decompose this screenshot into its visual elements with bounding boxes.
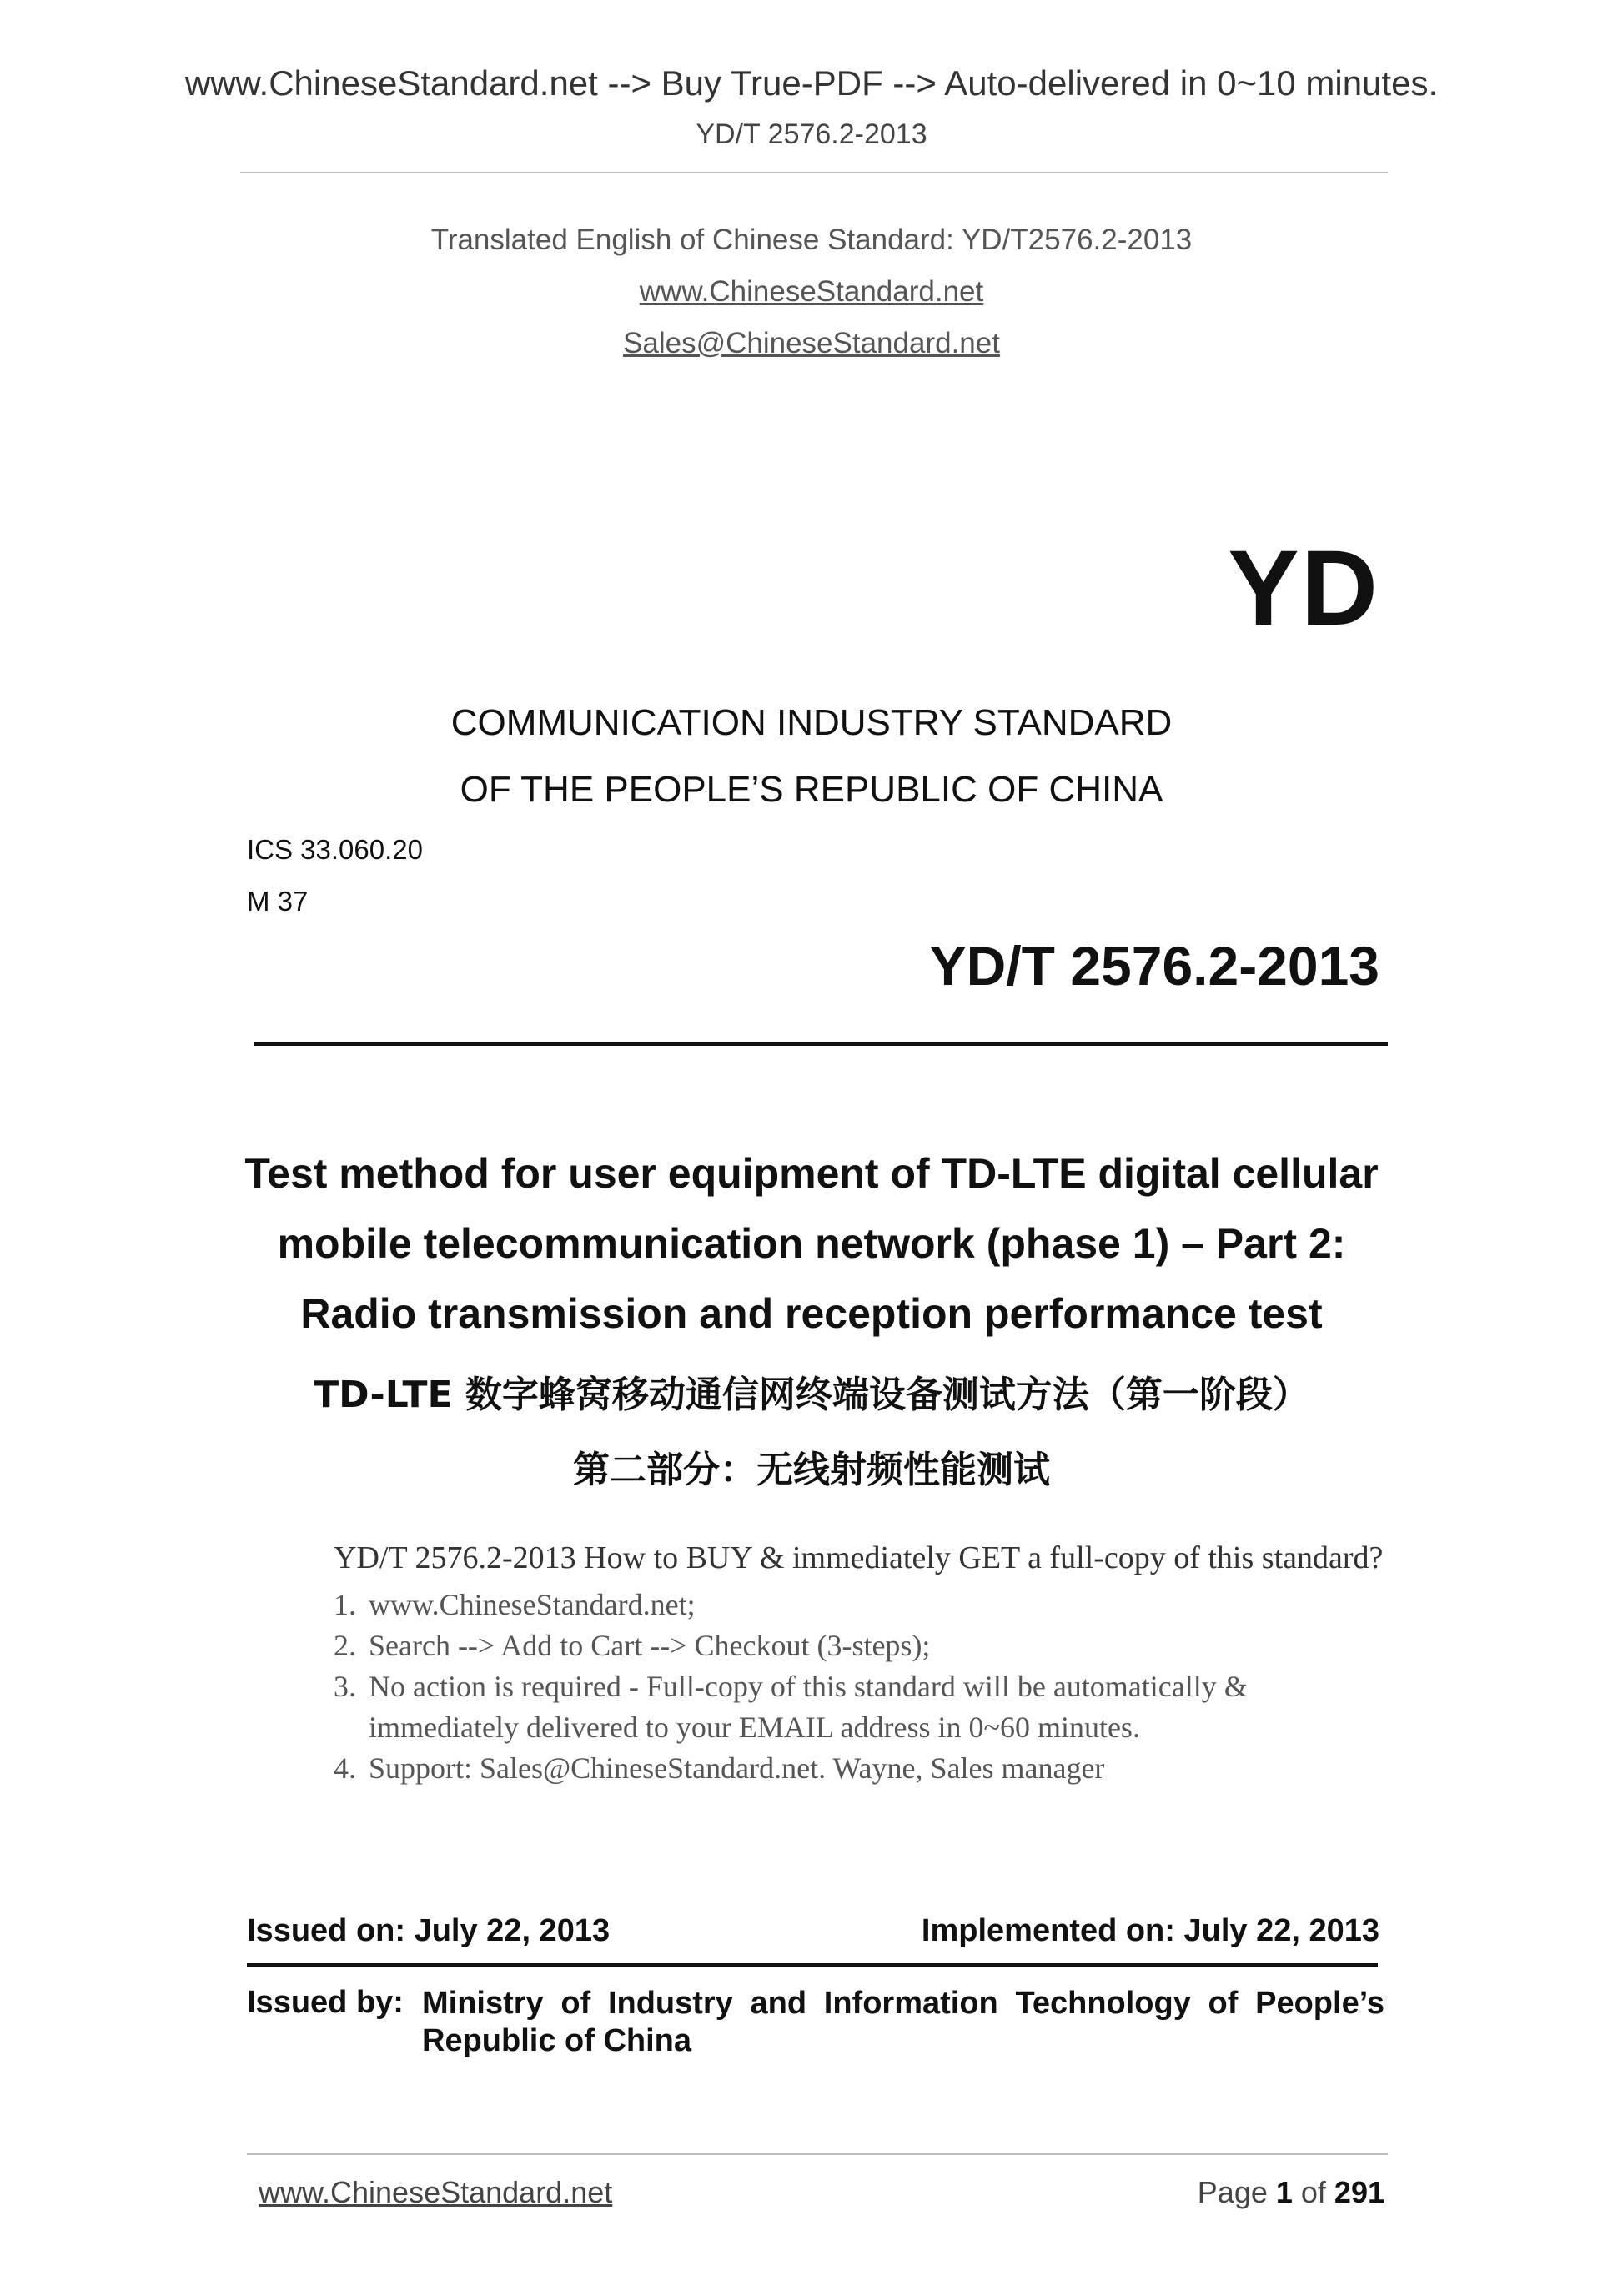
step-text: www.ChineseStandard.net;: [369, 1588, 696, 1621]
footer-site-link[interactable]: www.ChineseStandard.net: [259, 2175, 613, 2209]
issued-on-date: Issued on: July 22, 2013: [247, 1913, 611, 1948]
page-prefix: Page: [1197, 2175, 1276, 2209]
standard-type-line1: COMMUNICATION INDUSTRY STANDARD: [450, 702, 1173, 743]
step-number: 4.: [334, 1751, 356, 1785]
site-link[interactable]: www.ChineseStandard.net: [639, 275, 984, 308]
english-title-line1: Test method for user equipment of TD-LTE digital cellular: [244, 1150, 1379, 1197]
step-text: Search --> Add to Cart --> Checkout (3-steps);: [369, 1629, 931, 1662]
site-link-wrapper: [0, 275, 1623, 309]
step-text: Support: Sales@ChineseStandard.net. Wayne, Sales manager: [369, 1751, 1105, 1785]
list-item: [334, 1748, 1384, 1789]
english-title-line3: Radio transmission and reception performance test: [300, 1290, 1323, 1337]
list-item: [334, 1585, 1384, 1625]
list-item: [334, 1625, 1384, 1666]
step-text: No action is required - Full-copy of this standard will be automatically & immediately delivered to your EMAIL address in 0~60 minutes.: [369, 1670, 1248, 1744]
classification-code: M 37: [247, 886, 309, 917]
email-link[interactable]: Sales@ChineseStandard.net: [623, 327, 1000, 359]
header-standard-code: YD/T 2576.2-2013: [696, 118, 927, 150]
chinese-title-line2: 第二部分：无线射频性能测试: [573, 1449, 1050, 1491]
page-total: 291: [1334, 2175, 1384, 2209]
top-banner: www.ChineseStandard.net --> Buy True-PDF --> Auto-delivered in 0~10 minutes.: [184, 63, 1439, 103]
buy-steps-list: [334, 1585, 1384, 1789]
issued-by-label: Issued by:: [247, 1985, 404, 2020]
buy-instructions: [334, 1540, 1384, 1789]
yd-logo: YD: [1228, 529, 1379, 648]
header-divider: [240, 172, 1388, 173]
step-number: 1.: [334, 1588, 356, 1621]
implemented-on-date: Implemented on: July 22, 2013: [921, 1913, 1379, 1948]
ics-code: ICS 33.060.20: [247, 834, 423, 865]
footer-divider: [247, 2153, 1388, 2155]
title-divider: [254, 1042, 1388, 1046]
step-number: 2.: [334, 1629, 356, 1662]
page-of: of: [1292, 2175, 1334, 2209]
standard-type-line2: OF THE PEOPLE’S REPUBLIC OF CHINA: [460, 769, 1163, 810]
email-link-wrapper: [0, 327, 1623, 360]
list-item: [334, 1666, 1384, 1748]
page-number: [1198, 2175, 1384, 2210]
translated-note: Translated English of Chinese Standard: YD/T2576.2-2013: [430, 224, 1193, 256]
issuer-name: Ministry of Industry and Information Technology of People’s Republic of China: [422, 1986, 1384, 2058]
english-title-line2: mobile telecommunication network (phase 1) – Part 2:: [277, 1220, 1346, 1267]
dates-divider: [247, 1963, 1378, 1967]
step-number: 3.: [334, 1670, 356, 1703]
buy-heading: YD/T 2576.2-2013 How to BUY & immediately GET a full-copy of this standard?: [334, 1540, 1384, 1575]
standard-number: YD/T 2576.2-2013: [929, 935, 1379, 997]
page-current: 1: [1275, 2175, 1293, 2209]
chinese-title-line1: TD-LTE 数字蜂窝移动通信网终端设备测试方法（第一阶段）: [314, 1374, 1309, 1416]
